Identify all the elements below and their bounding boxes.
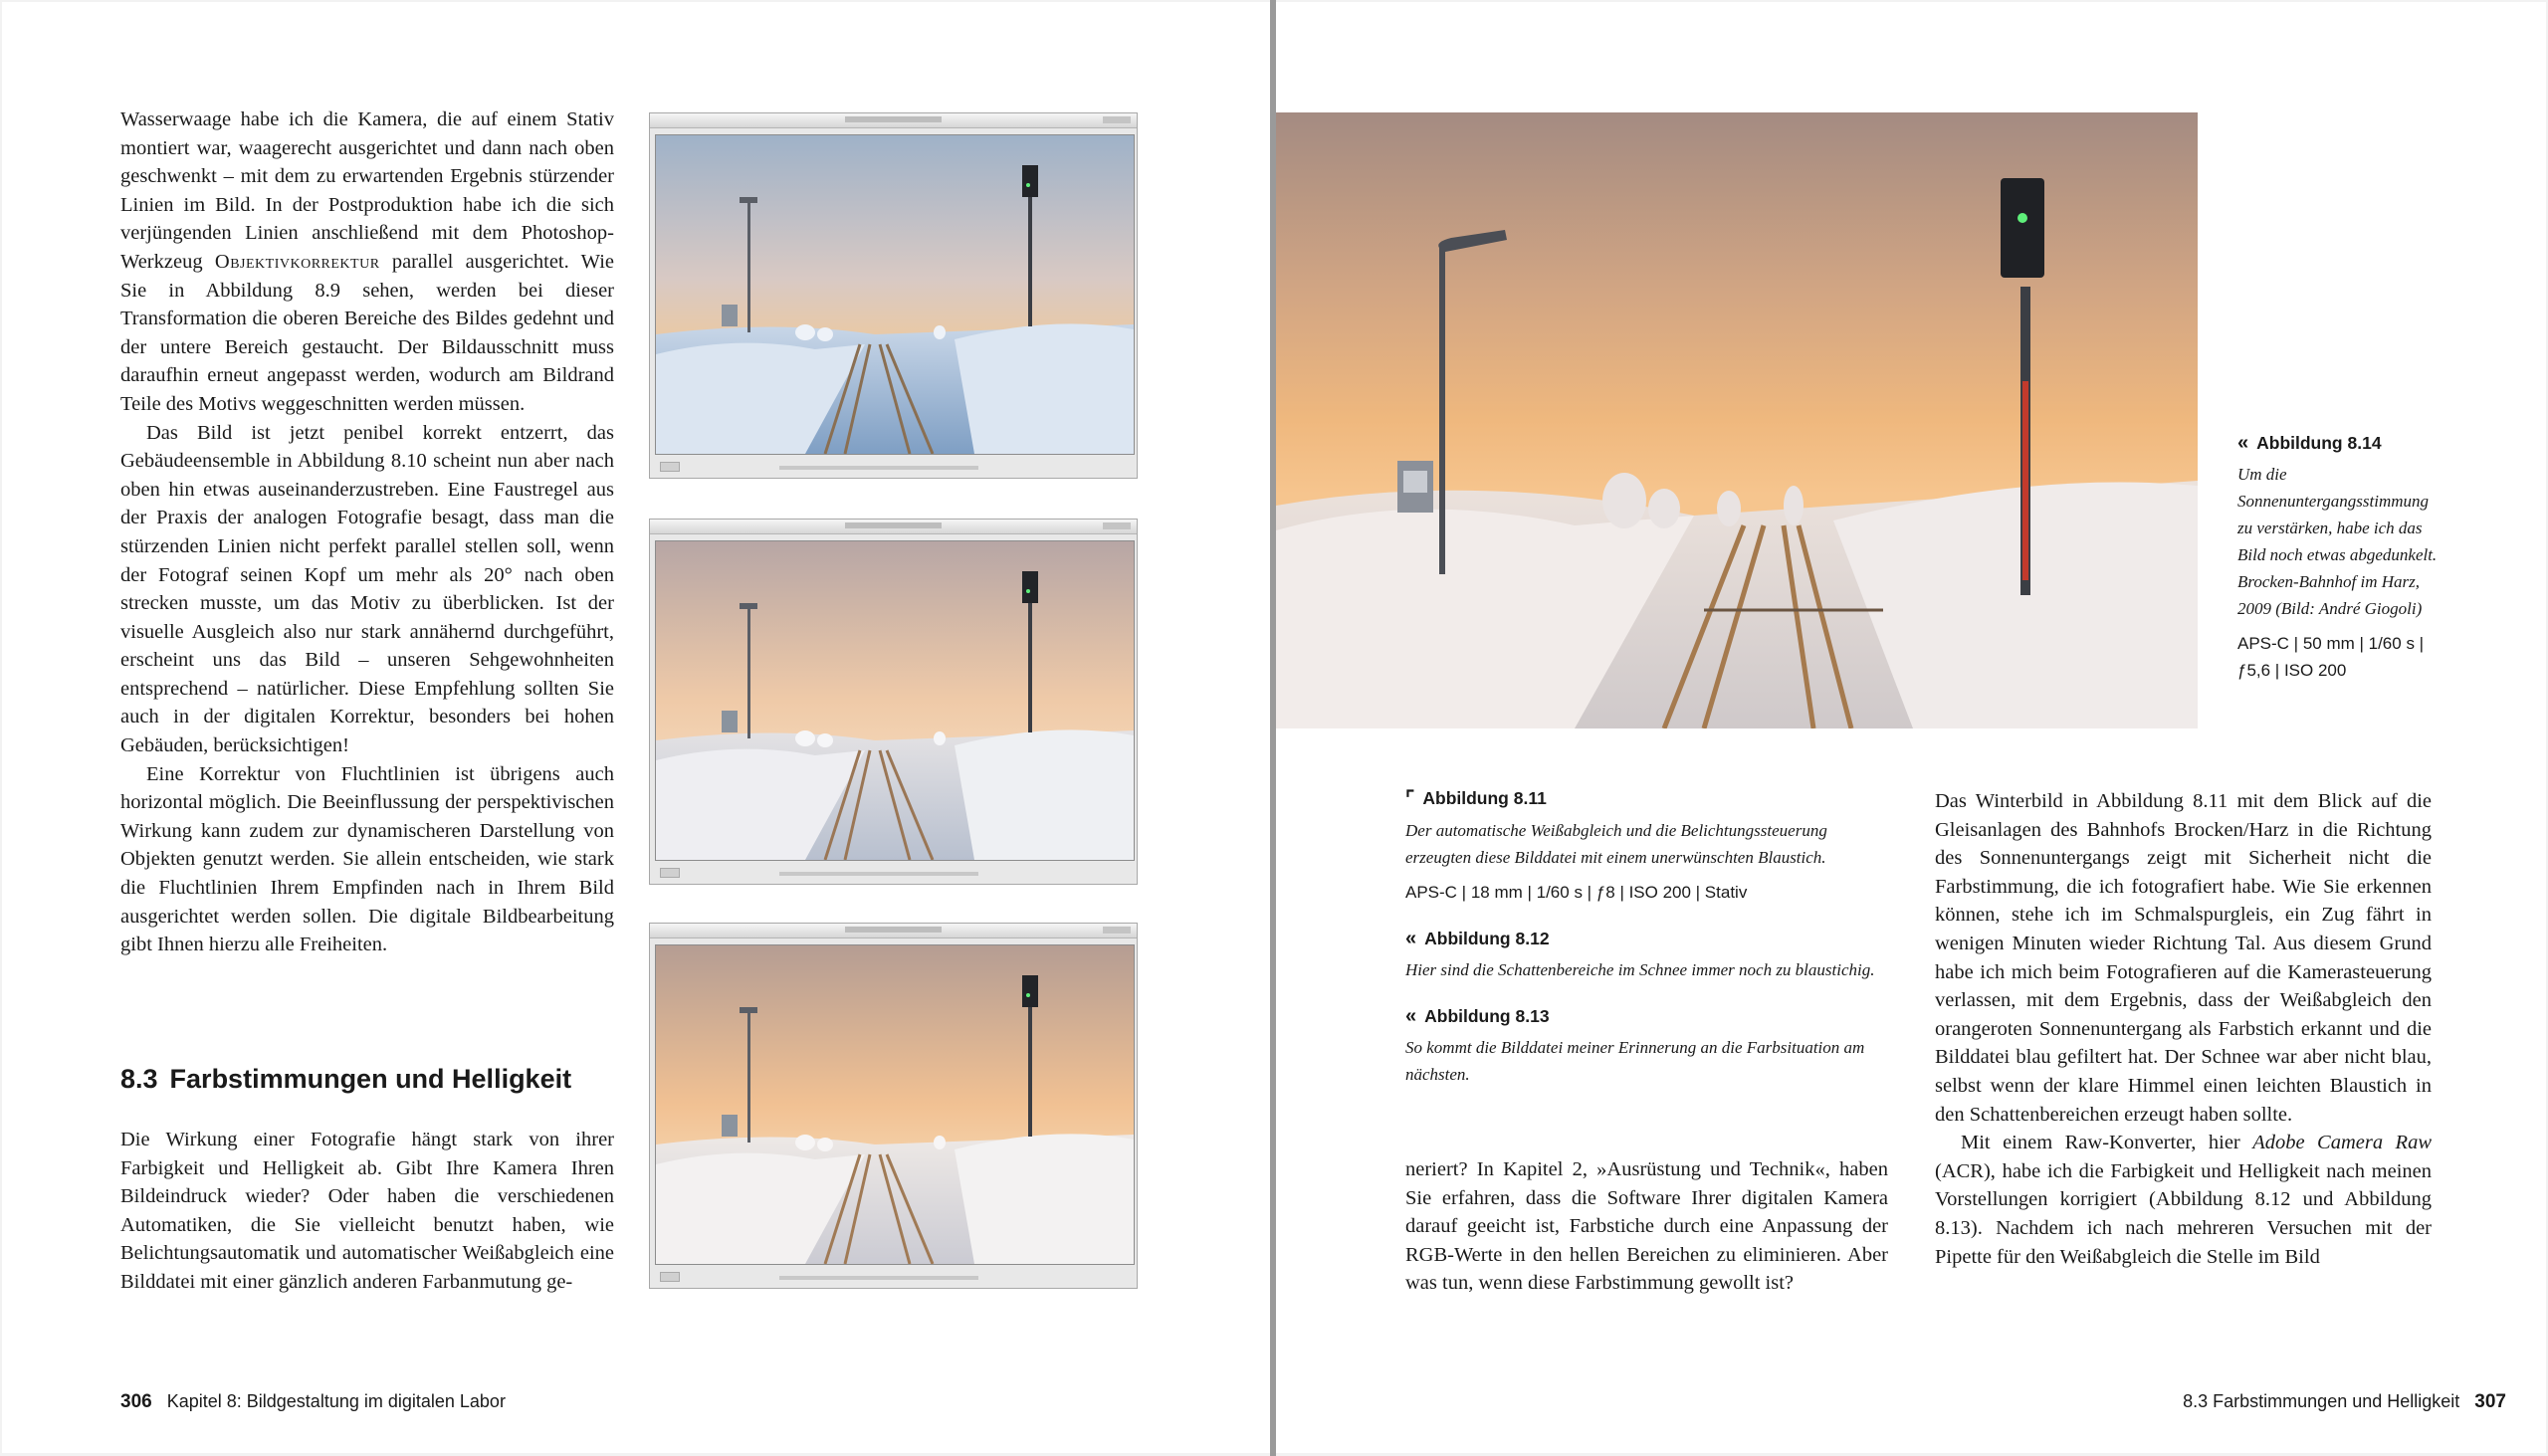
paragraph: Das Winterbild in Abbildung 8.11 mit dem Blick auf die Gleisanlagen des Bahnhofs Brocken/Harz in die Richtung des Sonnenuntergangs zeigt mit Sicherheit nicht die Farbstimmung, die ich fotografiert habe. Wie Sie erkennen können, stehe ich im Schmalspurgleis, ein Zug fährt in wenigen Minuten wieder Richtung Tal. Aus diesem Grund habe ich mich beim Fotografieren auf die Kamerasteuerung verlassen, mit dem Ergebnis, dass der Weißabgleich den orangeroten Sonnenuntergang als Farbstich erkannt und die Bilddatei blau gefiltert hat. Der Schnee war aber nicht blau, selbst wenn der klare Himmel einen leichten Blaustich in den Schattenbereichen erzeugt haben sollte. [1935,790,2432,1126]
window-titlebar [650,520,1137,534]
left-body-text [120,105,614,959]
right-column-1 [1405,1155,1888,1298]
left-arrow-icon: « [1405,928,1417,949]
caption-exif: APS-C | 50 mm | 1/60 s | ƒ5,6 | ISO 200 [2237,634,2425,680]
running-head: 8.3 Farbstimmungen und Helligkeit [2183,1391,2460,1411]
tool-name: Objektivkorrektur [214,250,380,273]
caption-text: So kommt die Bilddatei meiner Erinnerung an die Farbsituation am nächsten. [1405,1038,1865,1084]
brocken-station-photo [1276,112,2198,728]
raw-converter-screenshot-8-13 [649,923,1138,1289]
caption-exif: APS-C | 18 mm | 1/60 s | ƒ8 | ISO 200 | Stativ [1405,883,1748,902]
left-footer [120,1391,506,1413]
railway-photo-corrected [655,540,1135,861]
right-footer [2183,1391,2506,1413]
page-number: 307 [2474,1391,2506,1412]
caption-8-12 [1405,928,1883,983]
railway-photo-blue [655,134,1135,455]
corner-arrow-icon: ⌜ [1405,788,1415,810]
left-arrow-icon: « [2237,432,2249,454]
right-column-2 [1935,787,2432,1271]
paragraph: Wasserwaage habe ich die Kamera, die auf einem Stativ montiert war, waagerecht ausgerichtet und dann nach oben geschwenkt – mit dem zu erwartenden Ergebnis stürzender Linien im Bild. In der Postproduktion habe ich die sich verjüngenden Linien anschließend mit dem Photoshop-Werkzeug Objektivkorrektur parallel ausgerichtet. Wie Sie in Abbildung 8.9 sehen, werden bei dieser Transformation die oberen Bereiche des Bildes gedehnt und der untere Bereich gestaucht. Der Bildausschnitt muss daraufhin erneut angepasst werden, wodurch am Bildrand Teile des Motivs weggeschnitten werden müssen. [120,108,614,415]
caption-8-11 [1405,786,1883,906]
caption-8-14 [2237,432,2446,684]
window-titlebar [650,924,1137,938]
left-page [2,2,1270,1453]
page-number: 306 [120,1391,152,1412]
section-heading [120,1064,571,1095]
caption-title: ⌜ Abbildung 8.11 [1405,788,1547,810]
paragraph: Die Wirkung einer Fotografie hängt stark von ihrer Farbigkeit und Helligkeit ab. Gibt Ihre Kamera Ihren Bildeindruck wieder? Oder haben die verschiedenen Automatiken, die Sie vielleicht benutzt haben, wie Belichtungsautomatik und automatischer Weißabgleich eine Bilddatei mit einer gänzlich anderen Farbanmutung ge- [120,1129,614,1293]
paragraph: Eine Korrektur von Fluchtlinien ist übrigens auch horizontal möglich. Die Beeinflussung der perspektivischen Wirkung kann zudem zur dynamischeren Darstellung von Objekten genutzt werden. Sie allein entscheiden, wie stark die Fluchtlinien Ihrem Empfinden nach in Ihrem Bild ausgerichtet werden sollen. Die digitale Bildbearbeitung gibt Ihnen hierzu alle Freiheiten. [120,762,614,956]
paragraph: Mit einem Raw-Konverter, hier Adobe Camera Raw (ACR), habe ich die Farbigkeit und Helligkeit nach meinen Vorstellungen korrigiert (Abbildung 8.12 und Abbildung 8.13). Nachdem ich nach mehreren Versuchen mit der Pipette für den Weißabgleich die Stelle im Bild [1935,1132,2433,1268]
left-arrow-icon: « [1405,1005,1417,1027]
raw-converter-screenshot-8-12 [649,519,1138,885]
captions-8-11-to-8-13 [1405,786,1883,1110]
caption-text: Hier sind die Schattenbereiche im Schnee immer noch zu blaustichig. [1405,960,1875,979]
raw-converter-screenshot-8-11 [649,112,1138,479]
window-titlebar [650,113,1137,128]
section-title: Farbstimmungen und Helligkeit [169,1064,572,1094]
paragraph: Das Bild ist jetzt penibel korrekt entzerrt, das Gebäudeensemble in Abbildung 8.10 scheint nun aber nach oben hin etwas auseinanderzustreben. Eine Faustregel aus der Praxis der analogen Fotografie besagt, dass man die stürzenden Linien nicht perfekt parallel stellen soll, wenn der Fotograf seinen Kopf um mehr als 20° nach oben strecken musste, um das Motiv zu überblicken. Ist der visuelle Ausgleich also nur stark annähernd durchgeführt, erscheint uns das Bild – unseren Sehgewohnheiten entsprechend – natürlicher. Diese Empfehlung sollten Sie auch in der digitalen Korrektur, besonders bei hohen Gebäuden, berücksichtigen! [120,421,614,757]
caption-title: « Abbildung 8.12 [1405,928,1550,949]
running-head: Kapitel 8: Bildgestaltung im digitalen Labor [166,1391,506,1411]
caption-text: Der automatische Weißabgleich und die Belichtungssteuerung erzeugten diese Bilddatei mit einem unerwünschten Blaustich. [1405,821,1827,867]
caption-title: « Abbildung 8.14 [2237,432,2382,454]
caption-text: Um die Sonnenuntergangsstimmung zu verstärken, habe ich das Bild noch etwas abgedunkelt. Brocken-Bahnhof im Harz, 2009 (Bild: André Giogoli) [2237,465,2438,618]
railway-photo-final [655,944,1135,1265]
section-number: 8.3 [120,1064,158,1094]
right-page [1276,2,2546,1453]
caption-title: « Abbildung 8.13 [1405,1005,1550,1027]
caption-8-13 [1405,1005,1883,1088]
left-body-text-2 [120,1126,614,1297]
paragraph: neriert? In Kapitel 2, »Ausrüstung und Technik«, haben Sie erfahren, dass die Software Ihrer digitalen Kamera darauf geeicht ist, Farbstiche durch eine Anpassung der RGB-Werte in den hellen Bereichen zu eliminieren. Aber was tun, wenn diese Farbstimmung gewollt ist? [1405,1158,1888,1295]
software-name: Adobe Camera Raw [2252,1132,2433,1154]
